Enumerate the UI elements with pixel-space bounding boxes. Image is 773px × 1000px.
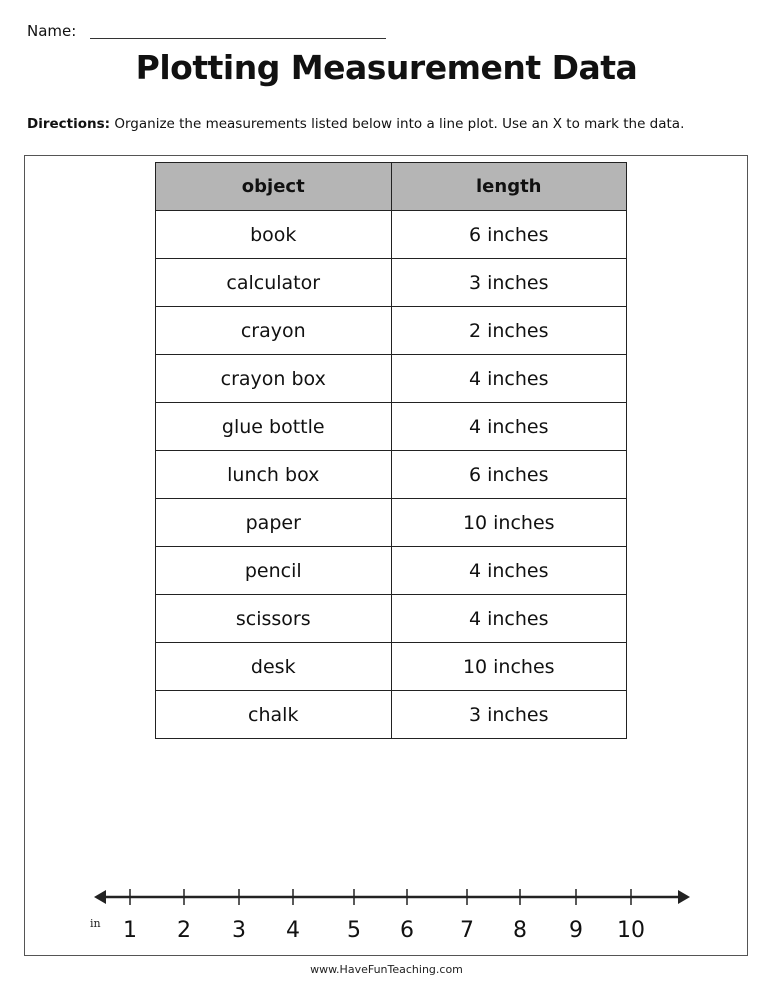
directions-label: Directions: — [27, 116, 111, 132]
header-object: object — [156, 163, 392, 211]
table-row — [156, 451, 627, 499]
tick-label: 2 — [177, 918, 191, 943]
table-body — [156, 211, 627, 739]
line-plot-axis — [90, 875, 700, 955]
name-label: Name: — [27, 22, 77, 40]
object-cell: chalk — [156, 691, 392, 739]
table-row — [156, 499, 627, 547]
length-cell: 3 inches — [391, 691, 627, 739]
table-row — [156, 211, 627, 259]
length-cell: 3 inches — [391, 259, 627, 307]
page-title: Plotting Measurement Data — [135, 48, 638, 87]
object-cell: paper — [156, 499, 392, 547]
directions-text: Organize the measurements listed below into a line plot. Use an X to mark the data. — [110, 116, 685, 132]
length-cell: 6 inches — [391, 211, 627, 259]
table-row — [156, 595, 627, 643]
left-arrow — [94, 890, 106, 904]
tick-label: 7 — [460, 918, 474, 943]
object-cell: pencil — [156, 547, 392, 595]
table-header-row — [156, 163, 627, 211]
object-cell: scissors — [156, 595, 392, 643]
table-row — [156, 691, 627, 739]
tick-label: 10 — [617, 918, 645, 943]
tick-label: 1 — [123, 918, 137, 943]
length-cell: 4 inches — [391, 355, 627, 403]
tick-label: 8 — [513, 918, 527, 943]
length-cell: 10 inches — [391, 499, 627, 547]
object-cell: glue bottle — [156, 403, 392, 451]
right-arrow — [678, 890, 690, 904]
object-cell: crayon box — [156, 355, 392, 403]
table-row — [156, 403, 627, 451]
unit-label: in — [90, 917, 101, 930]
object-cell: book — [156, 211, 392, 259]
table-row — [156, 307, 627, 355]
tick-label: 4 — [286, 918, 300, 943]
name-blank-line[interactable] — [90, 38, 386, 39]
tick-label: 5 — [347, 918, 361, 943]
table-row — [156, 355, 627, 403]
length-cell: 4 inches — [391, 547, 627, 595]
length-cell: 2 inches — [391, 307, 627, 355]
tick-label: 3 — [232, 918, 246, 943]
length-cell: 4 inches — [391, 595, 627, 643]
footer-website: www.HaveFunTeaching.com — [310, 963, 463, 976]
object-cell: crayon — [156, 307, 392, 355]
length-cell: 10 inches — [391, 643, 627, 691]
table-row — [156, 643, 627, 691]
directions — [27, 116, 684, 132]
measurement-table — [155, 162, 627, 739]
object-cell: desk — [156, 643, 392, 691]
header-length: length — [391, 163, 627, 211]
length-cell: 4 inches — [391, 403, 627, 451]
tick-label: 9 — [569, 918, 583, 943]
object-cell: lunch box — [156, 451, 392, 499]
table-row — [156, 259, 627, 307]
table-row — [156, 547, 627, 595]
object-cell: calculator — [156, 259, 392, 307]
length-cell: 6 inches — [391, 451, 627, 499]
tick-label: 6 — [400, 918, 414, 943]
